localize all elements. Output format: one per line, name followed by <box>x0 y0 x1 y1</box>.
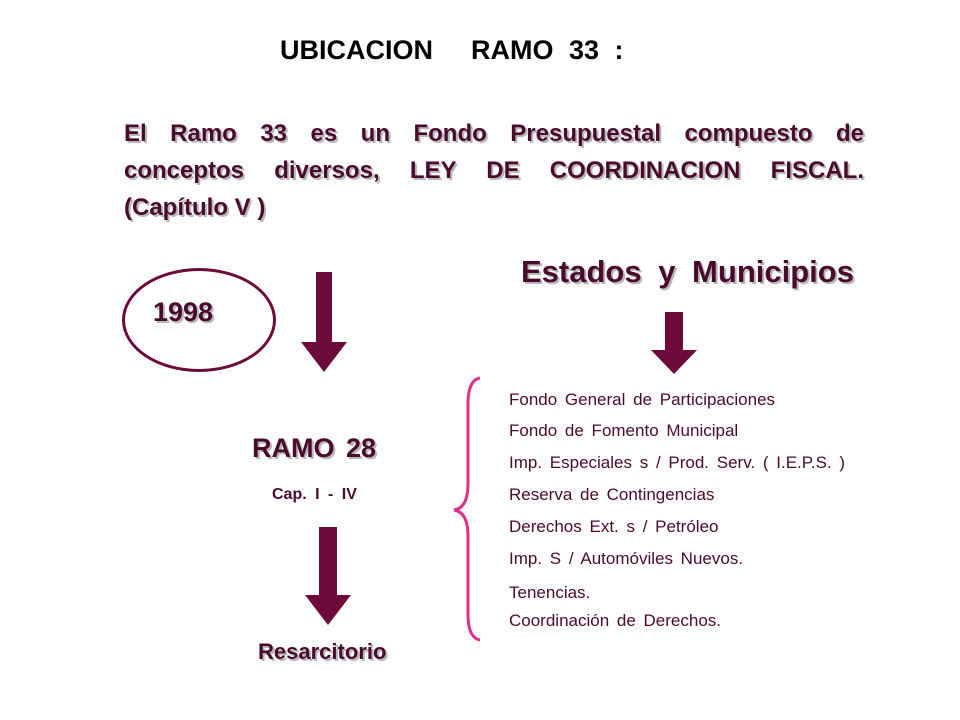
list-item: Reserva de Contingencias <box>509 485 715 504</box>
arrow-shape <box>651 312 697 374</box>
intro-line-3: (Capítulo V ) <box>124 194 266 221</box>
brace-path <box>454 378 480 640</box>
arrow-shape <box>305 527 351 625</box>
title-part-1: UBICACION <box>280 35 433 65</box>
year-label: 1998 <box>153 297 214 327</box>
estados-heading: Estados y Municipios <box>521 254 854 289</box>
arrow-down-icon <box>305 527 351 625</box>
page-title <box>280 35 624 66</box>
list-item: Derechos Ext. s / Petróleo <box>509 517 719 536</box>
title-part-2: RAMO 33 : <box>471 35 624 65</box>
intro-paragraph <box>124 115 864 226</box>
chapter-label: Cap. I - IV <box>272 486 357 503</box>
list-item: Fondo de Fomento Municipal <box>509 421 739 440</box>
list-item: Tenencias. <box>509 583 591 602</box>
resarcitorio-label: Resarcitorio <box>258 639 387 664</box>
intro-line-2: conceptos diversos, LEY DE COORDINACION FISCAL. <box>124 157 864 184</box>
list-item: Imp. S / Automóviles Nuevos. <box>509 549 744 568</box>
arrow-down-icon <box>651 312 697 374</box>
curly-brace-icon <box>448 374 488 644</box>
arrow-down-icon <box>301 272 347 372</box>
ramo-28-label: RAMO 28 <box>252 433 377 463</box>
list-item: Coordinación de Derechos. <box>509 611 722 630</box>
intro-line-1: El Ramo 33 es un Fondo Presupuestal compuesto de <box>124 120 864 147</box>
list-item: Fondo General de Participaciones <box>509 390 776 409</box>
arrow-shape <box>301 272 347 372</box>
list-item: Imp. Especiales s / Prod. Serv. ( I.E.P.S. ) <box>509 453 846 472</box>
